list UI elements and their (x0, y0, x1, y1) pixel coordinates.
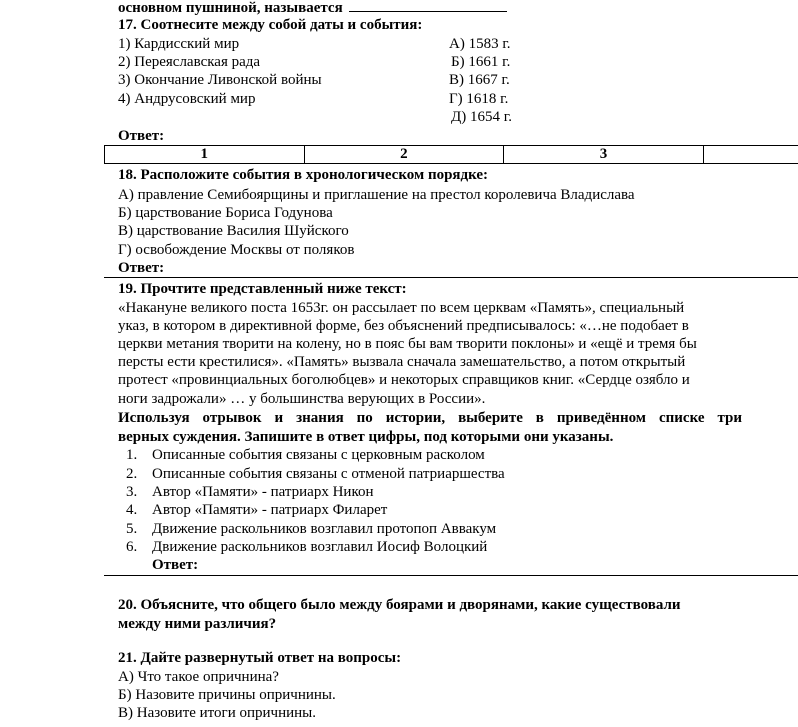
q18-item: А) правление Семибоярщины и приглашение на престол королевича Владислава (118, 187, 635, 203)
q17-answer-label: Ответ: (118, 128, 165, 144)
option-text: Движение раскольников возглавил Иосиф Волоцкий (152, 539, 488, 555)
divider (104, 575, 798, 576)
q17-event: 3) Окончание Ливонской войны (118, 72, 322, 88)
q21-item: Б) Назовите причины опричнины. (118, 687, 336, 703)
answer-cell-1[interactable]: 1 (105, 146, 305, 164)
q19-text-line: протест «провинциальных боголюбцев» и некоторых справщиков книг. «Сердце озябло и (118, 372, 690, 388)
q17-event: 4) Андрусовский мир (118, 91, 256, 107)
divider (104, 277, 798, 278)
option-text: Автор «Памяти» - патриарх Филарет (152, 502, 388, 518)
q21-item: А) Что такое опричнина? (118, 669, 279, 685)
option-number: 2. (126, 466, 138, 482)
q18-title: 18. Расположите события в хронологическом порядке: (118, 167, 489, 183)
answer-cell-4[interactable] (703, 146, 798, 164)
option-text: Движение раскольников возглавил протопоп Аввакум (152, 521, 497, 537)
q19-option (118, 465, 505, 483)
option-number: 3. (126, 484, 138, 500)
q18-answer-label: Ответ: (118, 260, 165, 276)
q18-item: Г) освобождение Москвы от поляков (118, 242, 355, 258)
answer-blank-line (349, 0, 507, 12)
q19-instruction: Используя отрывок и знания по истории, выберите в приведённом списке три (118, 410, 742, 426)
q19-title: 19. Прочтите представленный ниже текст: (118, 281, 407, 297)
q17-event: 2) Переяславская рада (118, 54, 261, 70)
q19-option (118, 446, 485, 464)
q19-text-line: ноги задрожали» … у большинства верующих в России». (118, 391, 486, 407)
q20-question: между ними различия? (118, 616, 277, 632)
q20-question: 20. Объясните, что общего было между боярами и дворянами, какие существовали (118, 597, 681, 613)
q19-option (118, 538, 487, 556)
q19-text-line: персты ести крестилися». «Память» вызвала сначала замешательство, а потом открытый (118, 354, 686, 370)
answer-cell-2[interactable]: 2 (304, 146, 504, 164)
q17-answer-table (104, 145, 798, 164)
q17-date: А) 1583 г. (449, 36, 511, 52)
q19-option (118, 501, 387, 519)
q18-item: Б) царствование Бориса Годунова (118, 205, 333, 221)
previous-question-fragment (118, 0, 507, 17)
q17-date: Г) 1618 г. (449, 91, 509, 107)
q17-event: 1) Кардисский мир (118, 36, 240, 52)
q19-option (118, 483, 374, 501)
option-number: 4. (126, 502, 138, 518)
q18-item: В) царствование Василия Шуйского (118, 223, 349, 239)
option-number: 1. (126, 447, 138, 463)
answer-cell-3[interactable]: 3 (504, 146, 704, 164)
q19-answer-label: Ответ: (152, 557, 199, 573)
q21-title: 21. Дайте развернутый ответ на вопросы: (118, 650, 402, 666)
q17-date: Б) 1661 г. (451, 54, 511, 70)
q21-item: В) Назовите итоги опричнины. (118, 705, 316, 721)
q17-date: В) 1667 г. (449, 72, 510, 88)
q17-title: 17. Соотнесите между собой даты и события: (118, 17, 423, 33)
q19-text-line: церкви метания творити на колену, но в пояс бы вам творити поклоны» и «ещё и тремя бы (118, 336, 697, 352)
option-number: 5. (126, 521, 138, 537)
option-text: Описанные события связаны с отменой патриаршества (152, 466, 505, 482)
option-text: Автор «Памяти» - патриарх Никон (152, 484, 374, 500)
q19-text-line: «Накануне великого поста 1653г. он рассылает по всем церквам «Память», специальный (118, 300, 685, 316)
option-number: 6. (126, 539, 138, 555)
fragment-text: основном пушниной, называется (118, 0, 343, 16)
q19-instruction: верных суждения. Запишите в ответ цифры, под которыми они указаны. (118, 429, 614, 445)
q19-text-line: указ, в котором в директивной форме, без объяснений предписывалось: «…не подобает в (118, 318, 689, 334)
q17-date: Д) 1654 г. (451, 109, 512, 125)
q19-option (118, 520, 496, 538)
option-text: Описанные события связаны с церковным расколом (152, 447, 485, 463)
